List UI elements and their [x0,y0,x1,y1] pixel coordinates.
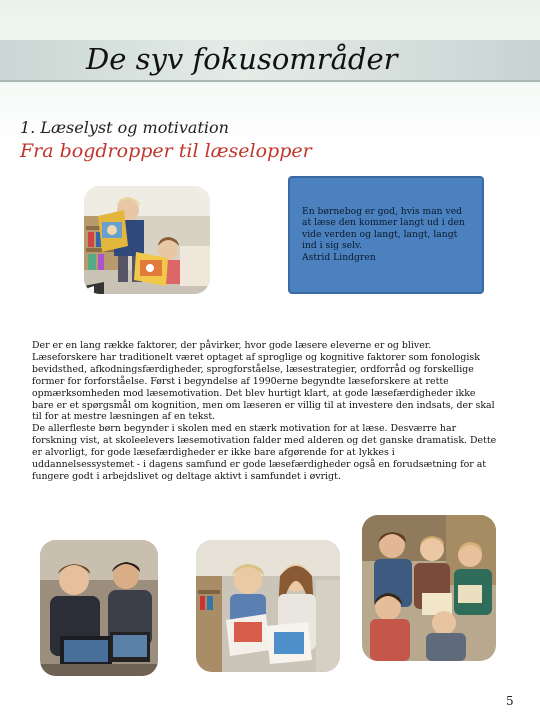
quote-line: vide verden og langt, langt, langt [302,228,458,240]
section-subtitle: 1. Læselyst og motivation [20,118,229,137]
paragraph-1: Der er en lang række faktorer, der påvirker, hvor gode læsere eleverne er og bliver. Læseforskere har traditionelt været optaget af sproglige og kognitive faktorer som fonologisk bevidsthed, afkodningsfærdigheder, sprogforståelse, læsestrategier, ordforråd og forskellige former for forforståelse. Først i begyndelse af 1990erne begyndte læseforskere at rette opmærksomheden mod læsemotivation. Det blev hurtigt klart, at gode læsefærdigheder ikke bare er et spørgsmål om kognition, men om læseren er villig til at investere den indsats, der skal til for at mestre læsningen af en tekst. [32,340,495,423]
quote-line: ind i sig selv. [302,240,363,252]
quote-line: En børnebog er god, hvis man ved [302,206,463,217]
section-heading: Fra bogdropper til læselopper [20,140,312,162]
quote-box [288,176,484,294]
photo-girls-books [196,540,340,672]
body-text [32,340,498,483]
photo-boys-laptops [40,540,158,676]
quote-line: at læse den kommer langt ud i den [302,217,465,229]
photo-children-reading [84,186,210,294]
photo-boys-group [362,515,496,661]
page-number: 5 [506,694,514,708]
paragraph-2: De allerfleste børn begynder i skolen med en stærk motivation for at læse. Desværre har forskning vist, at skoleelevers læsemotivation falder med alderen og det ganske dramatisk. Dette er alvorligt, for gode læsefærdigheder er ikke bare afgørende for at lykkes i uddannelsessystemet - i dagens samfund er gode læsefærdigheder også en forudsætning for at fungere godt i arbejdslivet og deltage aktivt i samfundet i øvrigt. [32,423,497,482]
quote-author: Astrid Lindgren [302,251,376,263]
page-title: De syv fokusområder [86,42,398,76]
